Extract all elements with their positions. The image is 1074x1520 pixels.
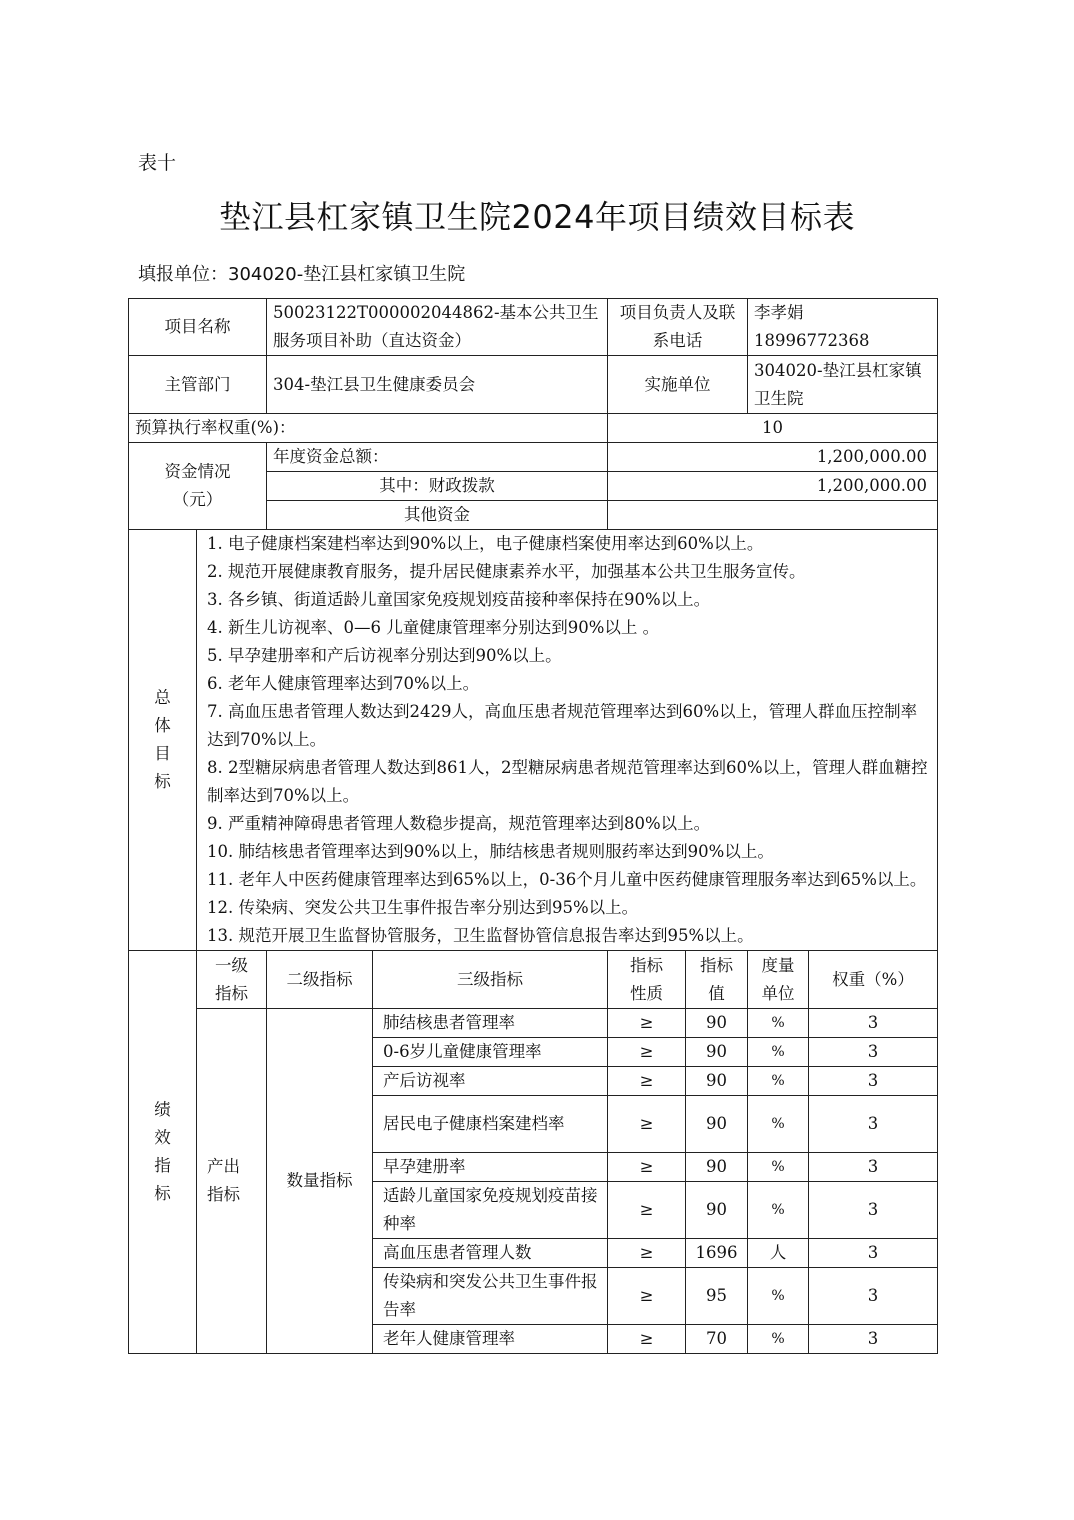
indicator-weight: 3	[809, 1038, 938, 1067]
indicator-unit: 人	[748, 1239, 809, 1268]
department-row	[129, 356, 938, 414]
document-title: 垫江县杠家镇卫生院2024年项目绩效目标表	[219, 198, 855, 236]
indicator-weight: 3	[809, 1153, 938, 1182]
leader-label: 项目负责人及联系电话	[608, 299, 748, 356]
indicator-unit: %	[748, 1268, 809, 1325]
project-name-row	[129, 299, 938, 356]
impl-value: 304020-垫江县杠家镇卫生院	[748, 356, 938, 414]
goal-item: 8. 2型糖尿病患者管理人数达到861人，2型糖尿病患者规范管理率达到60%以上，管理人群血糖控制率达到70%以上。	[207, 758, 928, 805]
impl-label: 实施单位	[608, 356, 748, 414]
indicator-value: 95	[686, 1268, 748, 1325]
indicator-weight: 3	[809, 1067, 938, 1096]
indicator-name: 老年人健康管理率	[373, 1325, 608, 1354]
indicator-nature: ≥	[608, 1153, 686, 1182]
goal-item: 10. 肺结核患者管理率达到90%以上，肺结核患者规则服药率达到90%以上。	[207, 842, 774, 861]
indicator-unit: %	[748, 1182, 809, 1239]
indicator-unit: %	[748, 1009, 809, 1038]
table-number-label: 表十	[138, 152, 177, 174]
indicator-nature: ≥	[608, 1096, 686, 1153]
indicator-name: 适龄儿童国家免疫规划疫苗接种率	[373, 1182, 608, 1239]
indicator-name: 居民电子健康档案建档率	[373, 1096, 608, 1153]
header-nature: 指标性质	[608, 951, 686, 1009]
budget-rate-label: 预算执行率权重(%)：	[129, 414, 608, 443]
goals-list	[197, 530, 938, 951]
other-value	[608, 501, 938, 530]
header-level2: 二级指标	[267, 951, 373, 1009]
indicator-unit: %	[748, 1325, 809, 1354]
indicator-value: 70	[686, 1325, 748, 1354]
indicator-name: 0-6岁儿童健康管理率	[373, 1038, 608, 1067]
goal-item: 1. 电子健康档案建档率达到90%以上，电子健康档案使用率达到60%以上。	[207, 534, 764, 553]
goal-item: 12. 传染病、突发公共卫生事件报告率分别达到95%以上。	[207, 898, 639, 917]
header-level3: 三级指标	[373, 951, 608, 1009]
indicator-nature: ≥	[608, 1038, 686, 1067]
header-weight: 权重（%）	[809, 951, 938, 1009]
other-label: 其他资金	[267, 501, 608, 530]
goal-item: 2. 规范开展健康教育服务，提升居民健康素养水平，加强基本公共卫生服务宣传。	[207, 562, 806, 581]
leader-name: 李孝娟	[754, 303, 804, 322]
funds-total-row	[129, 443, 938, 472]
indicator-nature: ≥	[608, 1325, 686, 1354]
header-unit: 度量单位	[748, 951, 809, 1009]
dept-label: 主管部门	[129, 356, 267, 414]
indicator-weight: 3	[809, 1239, 938, 1268]
reporting-unit: 填报单位：304020-垫江县杠家镇卫生院	[138, 264, 466, 285]
goal-item: 6. 老年人健康管理率达到70%以上。	[207, 674, 480, 693]
perf-header-row	[129, 951, 938, 1009]
indicator-weight: 3	[809, 1182, 938, 1239]
goal-item: 11. 老年人中医药健康管理率达到65%以上，0-36个月儿童中医药健康管理服务率达到65%以上。	[207, 870, 927, 889]
leader-cell	[748, 299, 938, 356]
indicator-weight: 3	[809, 1096, 938, 1153]
indicator-unit: %	[748, 1153, 809, 1182]
indicator-value: 90	[686, 1096, 748, 1153]
indicator-value: 90	[686, 1009, 748, 1038]
indicator-weight: 3	[809, 1268, 938, 1325]
indicator-nature: ≥	[608, 1009, 686, 1038]
goals-label: 总体目标	[129, 530, 197, 951]
level1-value: 产出指标	[197, 1009, 267, 1354]
performance-target-table	[128, 298, 938, 1354]
project-name-label: 项目名称	[129, 299, 267, 356]
indicator-name: 传染病和突发公共卫生事件报告率	[373, 1268, 608, 1325]
table-row	[129, 1009, 938, 1038]
goal-item: 13. 规范开展卫生监督协管服务，卫生监督协管信息报告率达到95%以上。	[207, 926, 754, 945]
goal-item: 4. 新生儿访视率、0—6 儿童健康管理率分别达到90%以上 。	[207, 618, 660, 637]
indicator-name: 早孕建册率	[373, 1153, 608, 1182]
indicator-nature: ≥	[608, 1268, 686, 1325]
indicator-nature: ≥	[608, 1239, 686, 1268]
budget-rate-value: 10	[608, 414, 938, 443]
funds-label: 资金情况（元）	[129, 443, 267, 530]
indicator-nature: ≥	[608, 1182, 686, 1239]
level2-value: 数量指标	[267, 1009, 373, 1354]
indicator-name: 产后访视率	[373, 1067, 608, 1096]
indicator-value: 1696	[686, 1239, 748, 1268]
indicator-name: 高血压患者管理人数	[373, 1239, 608, 1268]
fiscal-label: 其中：财政拨款	[267, 472, 608, 501]
goal-item: 5. 早孕建册率和产后访视率分别达到90%以上。	[207, 646, 562, 665]
dept-value: 304-垫江县卫生健康委员会	[267, 356, 608, 414]
indicator-name: 肺结核患者管理率	[373, 1009, 608, 1038]
budget-rate-row	[129, 414, 938, 443]
goals-row	[129, 530, 938, 951]
leader-phone: 18996772368	[754, 331, 870, 350]
header-level1: 一级指标	[197, 951, 267, 1009]
indicator-unit: %	[748, 1067, 809, 1096]
indicator-nature: ≥	[608, 1067, 686, 1096]
annual-total-label: 年度资金总额：	[267, 443, 608, 472]
header-value: 指标值	[686, 951, 748, 1009]
goal-item: 7. 高血压患者管理人数达到2429人，高血压患者规范管理率达到60%以上，管理人群血压控制率达到70%以上。	[207, 702, 918, 749]
goal-item: 3. 各乡镇、街道适龄儿童国家免疫规划疫苗接种率保持在90%以上。	[207, 590, 711, 609]
indicator-weight: 3	[809, 1325, 938, 1354]
indicator-value: 90	[686, 1182, 748, 1239]
indicator-unit: %	[748, 1038, 809, 1067]
fiscal-value: 1,200,000.00	[608, 472, 938, 501]
perf-label: 绩效指标	[129, 951, 197, 1354]
indicator-value: 90	[686, 1038, 748, 1067]
annual-total-value: 1,200,000.00	[608, 443, 938, 472]
goal-item: 9. 严重精神障碍患者管理人数稳步提高，规范管理率达到80%以上。	[207, 814, 711, 833]
indicator-value: 90	[686, 1067, 748, 1096]
indicator-weight: 3	[809, 1009, 938, 1038]
indicator-value: 90	[686, 1153, 748, 1182]
indicator-unit: %	[748, 1096, 809, 1153]
project-name-value: 50023122T000002044862-基本公共卫生服务项目补助（直达资金）	[267, 299, 608, 356]
